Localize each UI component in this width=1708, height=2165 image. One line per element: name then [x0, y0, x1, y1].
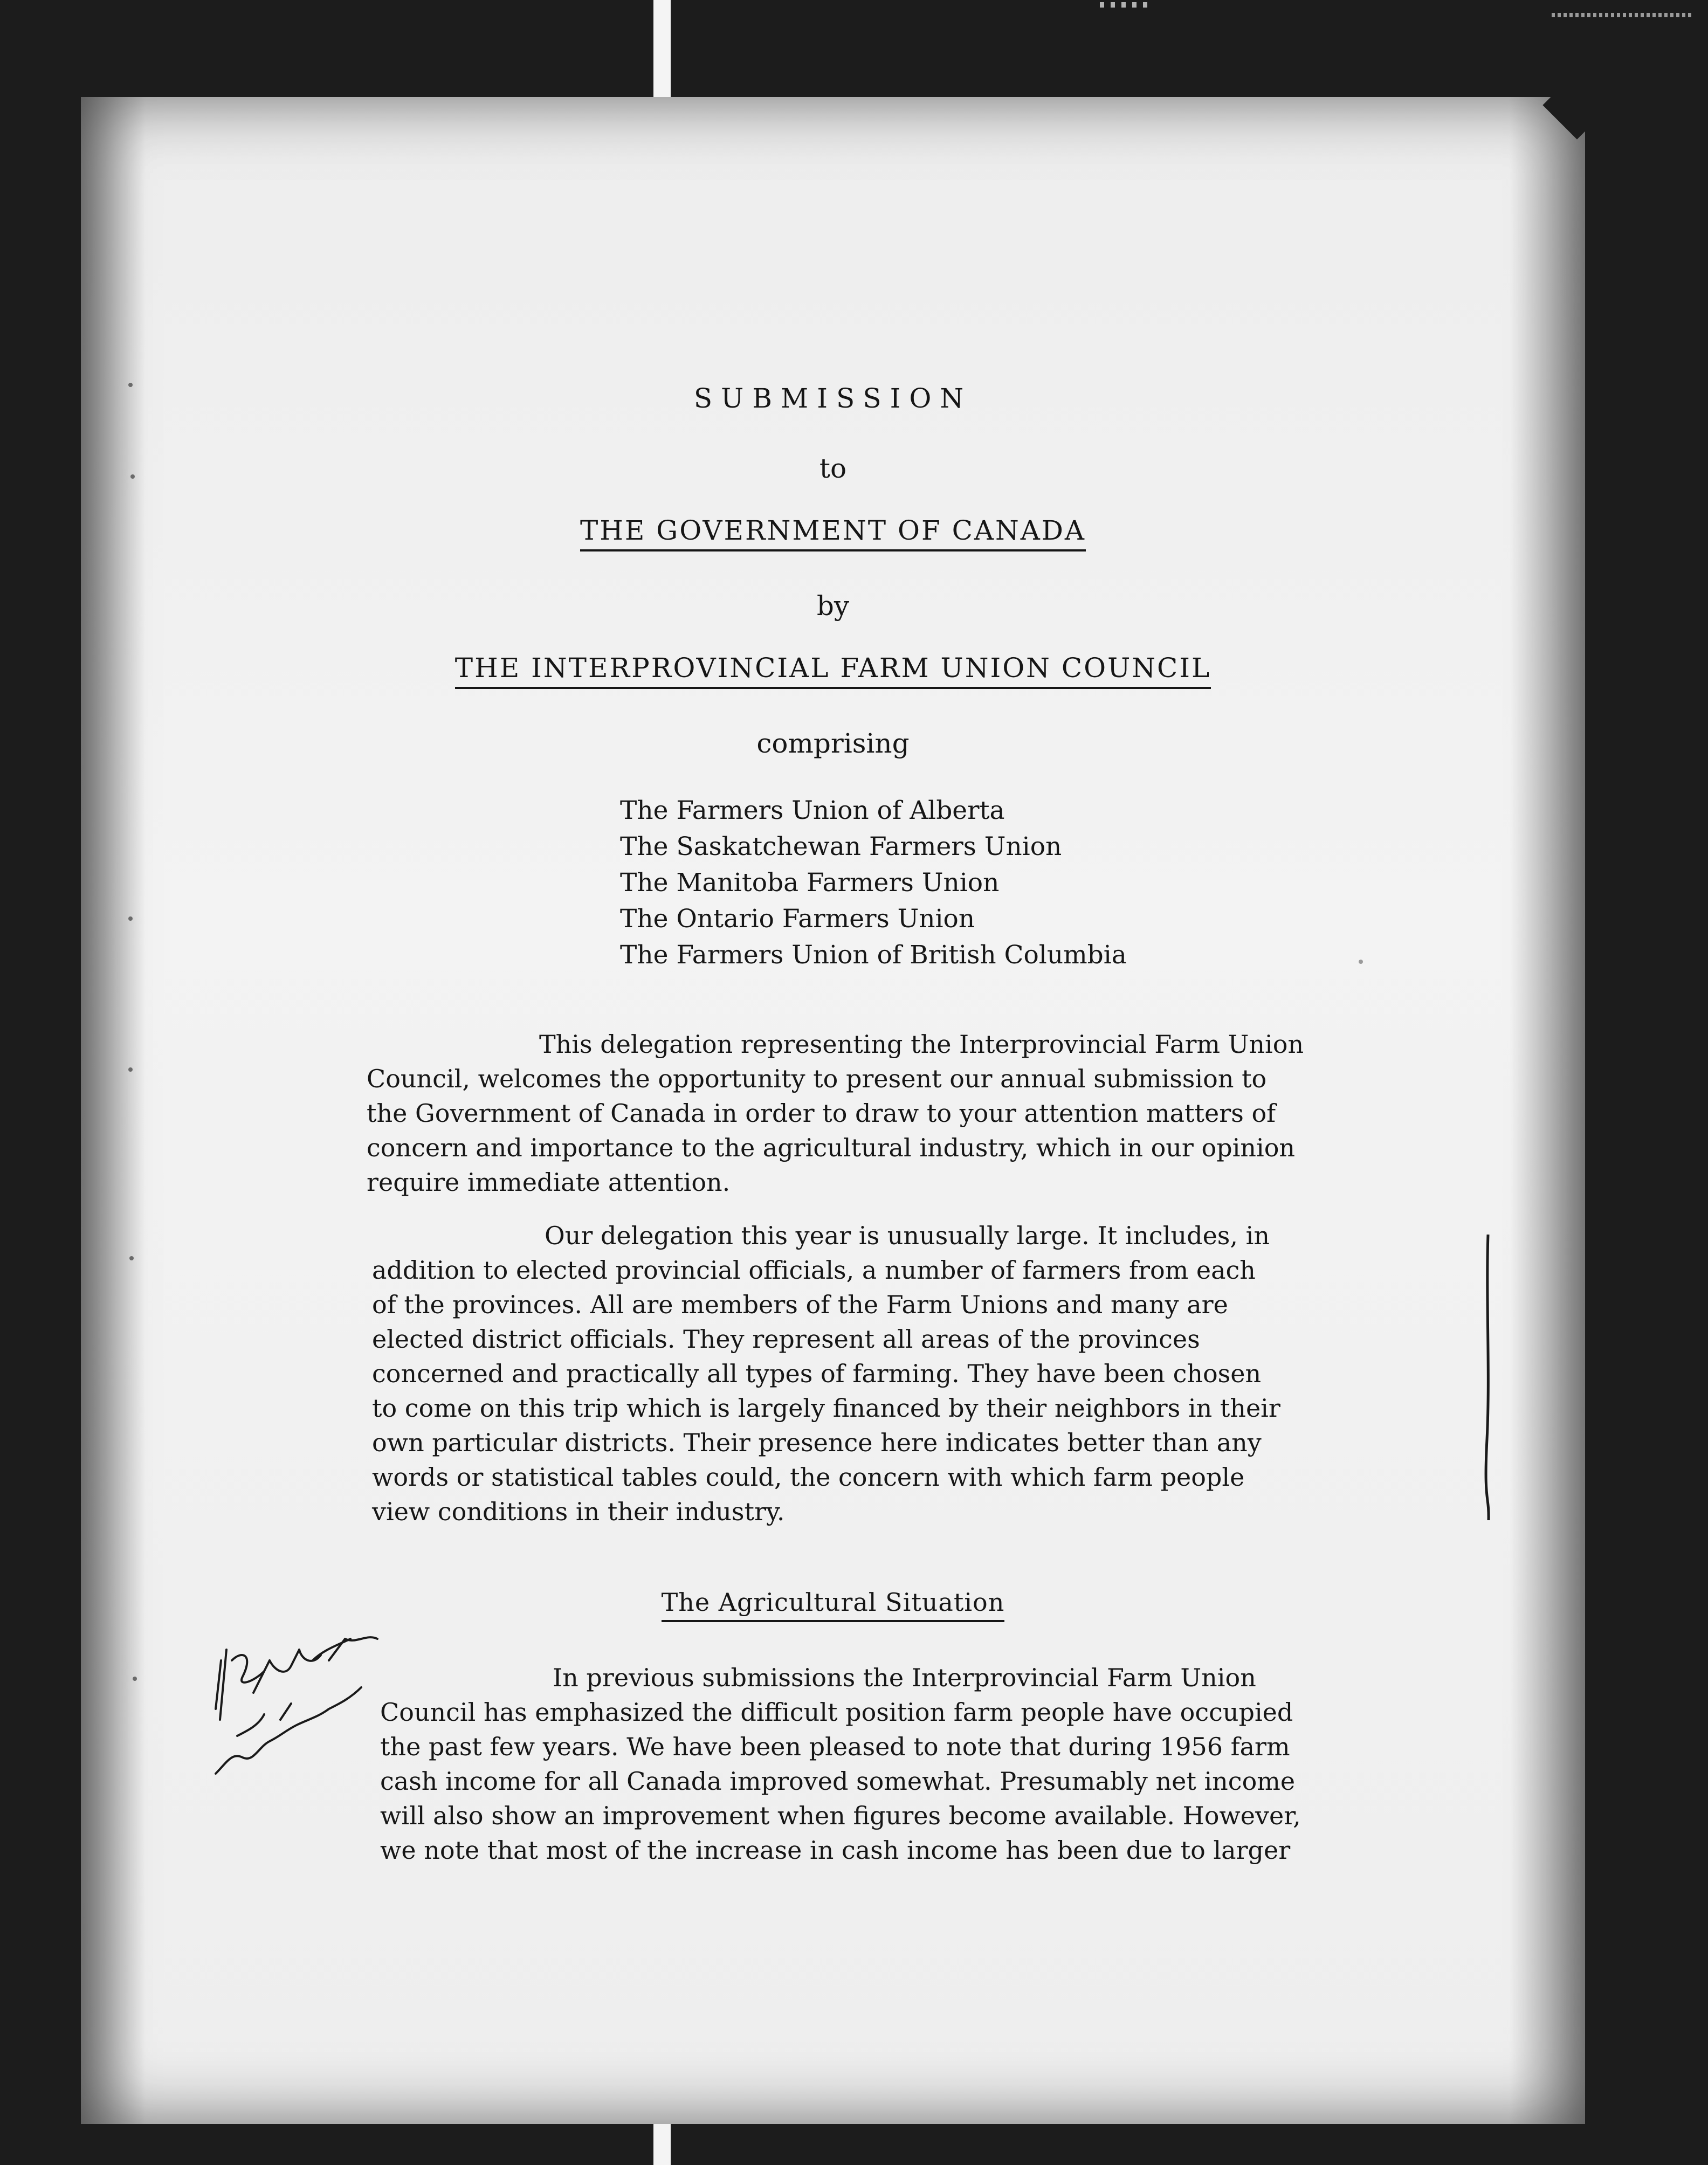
document-page [81, 97, 1585, 2124]
margin-pen-line [1484, 1235, 1492, 1520]
film-specks [1552, 13, 1692, 17]
section-heading [81, 1588, 1585, 1622]
paragraph-line: the Government of Canada in order to draw to your attention matters of [367, 1099, 1276, 1128]
paragraph-line: cash income for all Canada improved somewhat. Presumably net income [380, 1767, 1296, 1796]
document-title: SUBMISSION [693, 383, 973, 414]
paragraph-line: require immediate attention. [367, 1168, 731, 1197]
paragraph-line: own particular districts. Their presence here indicates better than any [372, 1428, 1262, 1457]
to-label: to [819, 453, 847, 484]
paragraph-line: to come on this trip which is largely financed by their neighbors in their [372, 1394, 1280, 1423]
comprising-label: comprising [756, 728, 910, 759]
submitter-text: THE INTERPROVINCIAL FARM UNION COUNCIL [455, 652, 1211, 689]
paragraph-delegation-intro [367, 1027, 1304, 1199]
paragraph-line: words or statistical tables could, the concern with which farm people [372, 1463, 1245, 1492]
paragraph-delegation-size [372, 1218, 1280, 1529]
section-heading-text: The Agricultural Situation [662, 1588, 1005, 1622]
paragraph-agricultural-situation [380, 1660, 1301, 1867]
punch-hole-mark [129, 1256, 134, 1260]
recipient-heading [81, 515, 1585, 551]
list-item: The Saskatchewan Farmers Union [620, 832, 1062, 861]
punch-hole-mark [133, 1677, 137, 1681]
paragraph-line: concerned and practically all types of farming. They have been chosen [372, 1359, 1262, 1388]
list-item: The Farmers Union of British Columbia [620, 940, 1127, 970]
paragraph-line: the past few years. We have been pleased to note that during 1956 farm [380, 1732, 1290, 1761]
film-specks-top [1100, 2, 1148, 8]
paragraph-line: This delegation representing the Interprovincial Farm Union [539, 1030, 1304, 1059]
paragraph-line: In previous submissions the Interprovincial Farm Union [553, 1663, 1256, 1692]
paragraph-line: Council, welcomes the opportunity to present our annual submission to [367, 1064, 1267, 1093]
paragraph-line: will also show an improvement when figures become available. However, [380, 1801, 1301, 1830]
recipient-text: THE GOVERNMENT OF CANADA [580, 515, 1086, 551]
paper-speck [1359, 960, 1363, 964]
submitter-heading [81, 652, 1585, 689]
paragraph-line: view conditions in their industry. [372, 1497, 785, 1526]
list-item: The Ontario Farmers Union [620, 904, 975, 934]
by-label: by [816, 590, 850, 622]
paragraph-line: Council has emphasized the difficult position farm people have occupied [380, 1698, 1293, 1727]
punch-hole-mark [128, 916, 133, 921]
list-item: The Manitoba Farmers Union [620, 868, 1000, 898]
paragraph-line: addition to elected provincial officials, a number of farmers from each [372, 1256, 1256, 1285]
punch-hole-mark [128, 1067, 133, 1072]
member-unions-list [620, 792, 1127, 973]
paragraph-line: elected district officials. They represent all areas of the provinces [372, 1325, 1200, 1354]
handwritten-annotation [205, 1628, 410, 1790]
paragraph-line: concern and importance to the agricultural industry, which in our opinion [367, 1133, 1296, 1162]
film-strip-top [653, 0, 671, 108]
paragraph-line: of the provinces. All are members of the Farm Unions and many are [372, 1290, 1228, 1319]
paragraph-line: we note that most of the increase in cash income has been due to larger [380, 1836, 1291, 1865]
list-item: The Farmers Union of Alberta [620, 796, 1005, 825]
paragraph-line: Our delegation this year is unusually large. It includes, in [545, 1221, 1270, 1250]
